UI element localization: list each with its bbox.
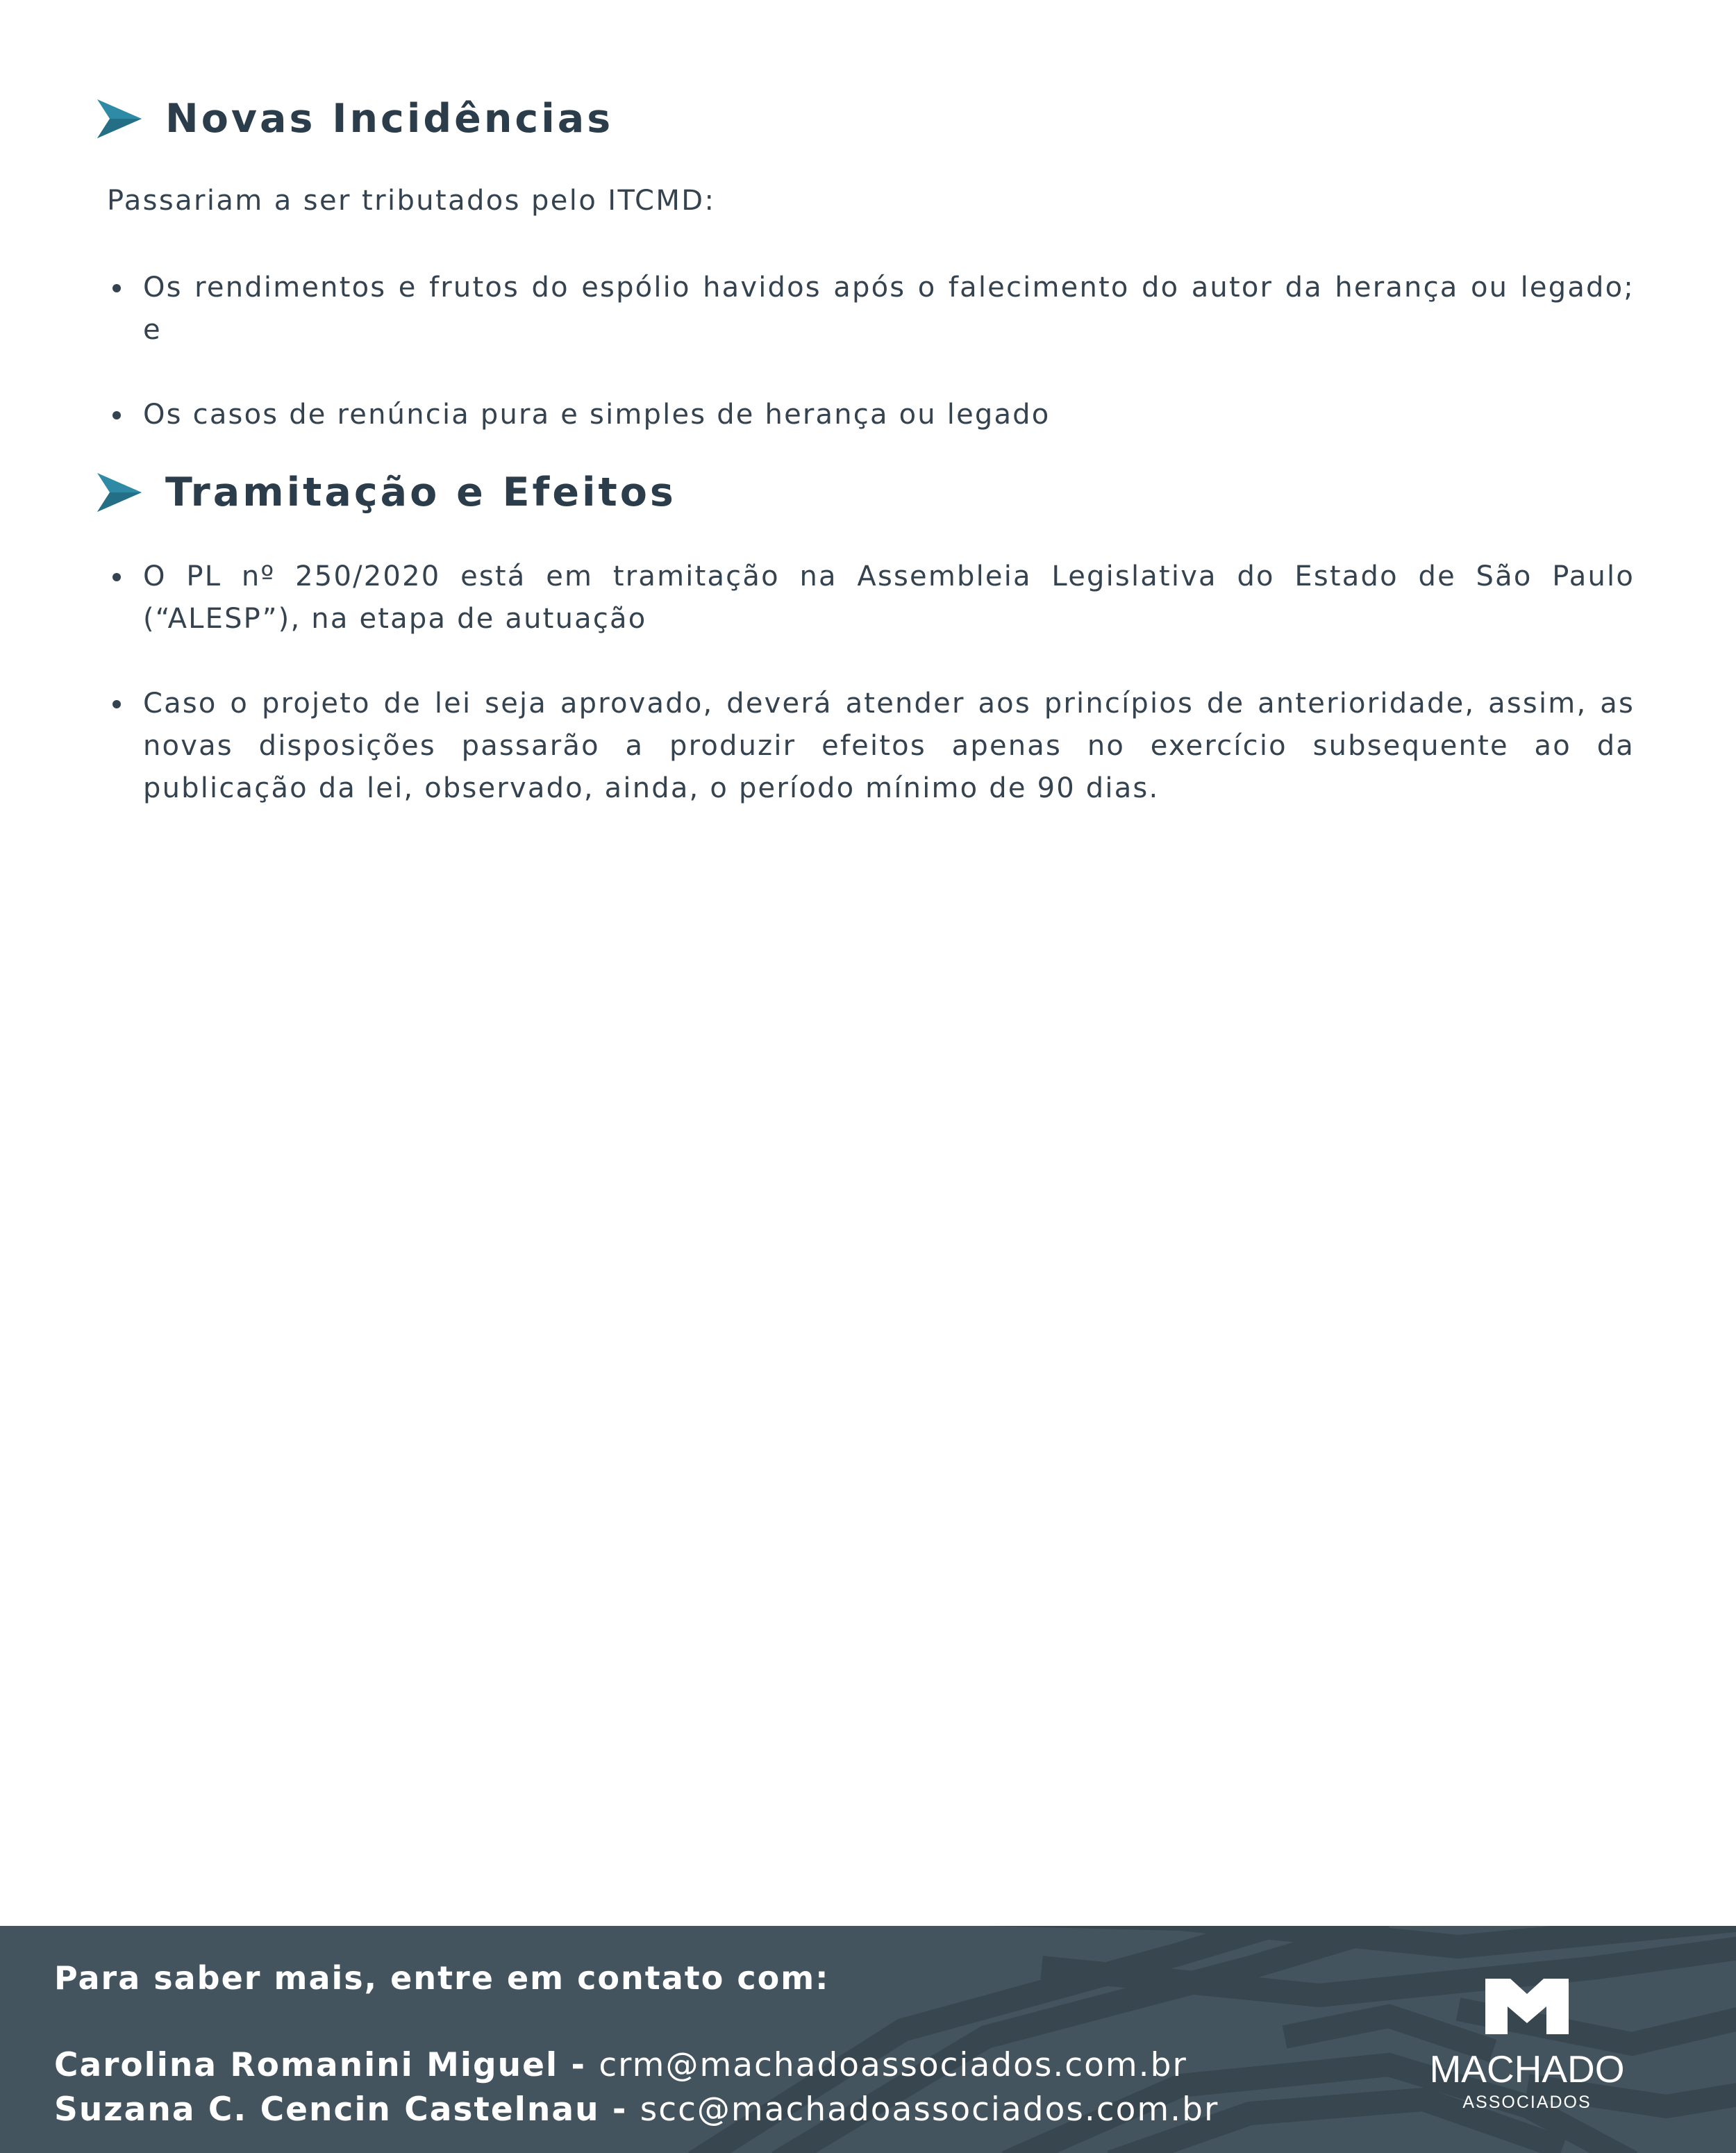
contact-footer	[0, 1926, 1736, 2153]
section-heading-tramitacao	[97, 469, 676, 515]
intro-paragraph: Passariam a ser tributados pelo ITCMD:	[107, 185, 716, 217]
logo-brand-text: MACHADO	[1429, 2047, 1625, 2090]
list-item: Caso o projeto de lei seja aprovado, deverá atender aos princípios de anterioridade, assim, as novas disposições passarão a produzir efeitos apenas no exercício subsequente ao da publicação da lei, observado, ainda, o período mínimo de 90 dias.	[107, 683, 1635, 810]
section-heading-novas-incidencias	[97, 96, 613, 142]
chevron-arrow-icon	[97, 98, 142, 140]
bullet-dot	[112, 411, 121, 419]
tramitacao-list	[107, 556, 1635, 810]
section-title: Tramitação e Efeitos	[165, 469, 676, 515]
list-item: Os rendimentos e frutos do espólio havidos após o falecimento do autor da herança ou legado; e	[107, 267, 1635, 351]
bullet-dot	[112, 700, 121, 708]
footer-title: Para saber mais, entre em contato com:	[54, 1959, 830, 1997]
section-title: Novas Incidências	[165, 96, 614, 142]
machado-logo	[1429, 1979, 1625, 2113]
contact-email-link[interactable]: scc@machadoassociados.com.br	[640, 2090, 1219, 2129]
contact-name: Suzana C. Cencin Castelnau -	[54, 2090, 640, 2129]
bullet-dot	[112, 573, 121, 581]
machado-m-logo-icon	[1485, 1979, 1569, 2034]
list-item: O PL nº 250/2020 está em tramitação na Assembleia Legislativa do Estado de São Paulo (“ALESP”), na etapa de autuação	[107, 556, 1635, 640]
contact-email-link[interactable]: crm@machadoassociados.com.br	[599, 2046, 1187, 2084]
contact-line	[54, 2088, 1219, 2132]
contact-line	[54, 2043, 1219, 2088]
logo-sub-text: ASSOCIADOS	[1462, 2093, 1592, 2112]
incidencias-list	[107, 267, 1635, 436]
chevron-arrow-icon	[97, 472, 142, 513]
list-item: Os casos de renúncia pura e simples de herança ou legado	[107, 394, 1635, 436]
contact-name: Carolina Romanini Miguel -	[54, 2046, 599, 2084]
footer-contact-block	[54, 1959, 1219, 2132]
bullet-dot	[112, 284, 121, 292]
